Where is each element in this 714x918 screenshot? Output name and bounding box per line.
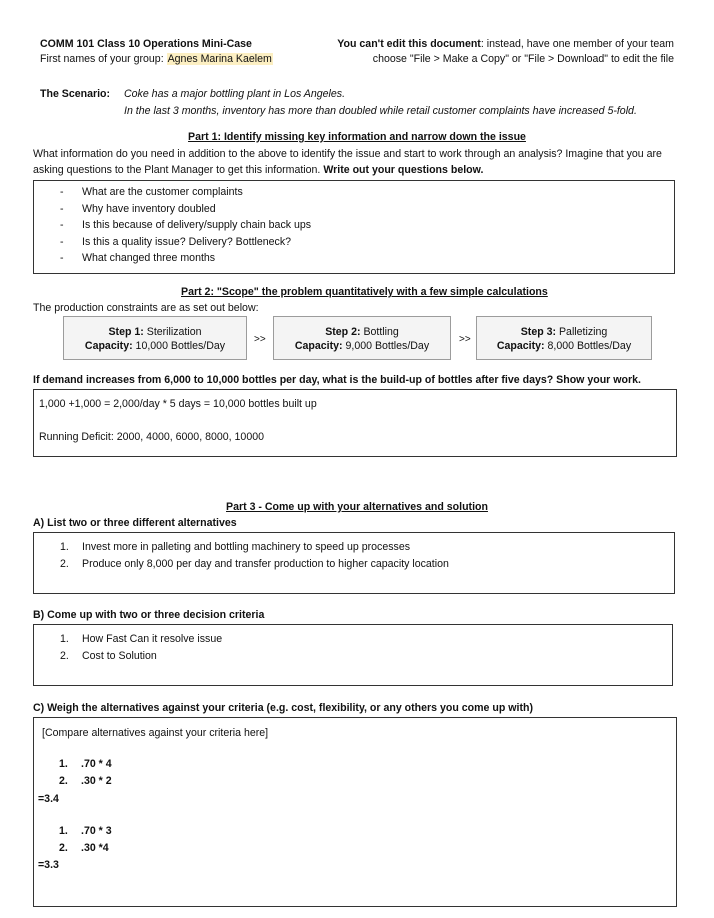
step-2-label: Step 2: (325, 326, 361, 338)
step-2-box (273, 316, 451, 360)
item-text: Produce only 8,000 per day and transfer production to higher capacity location (82, 557, 449, 570)
calc-2-row-1 (33, 825, 233, 841)
step-3-label: Step 3: (520, 326, 557, 338)
calc-text: .70 * 3 (81, 825, 112, 837)
list-item (34, 541, 674, 558)
edit-notice-rest: : instead, have one member of your team (480, 38, 674, 50)
edit-notice-line2: choose "File > Make a Copy" or "File > Download" to edit the file (372, 53, 674, 65)
calc-text: .70 * 4 (81, 758, 112, 770)
part1-answer-list (34, 186, 674, 269)
part1-prompt-text: asking questions to the Plant Manager to get this information. (33, 164, 324, 176)
list-item (34, 558, 674, 575)
arrow-1: >> (254, 334, 266, 345)
group-line (40, 53, 273, 66)
item-text: Invest more in palleting and bottling machinery to speed up processes (82, 541, 411, 553)
calc-text: .30 * 2 (81, 775, 112, 787)
list-item: - Is this a quality issue? Delivery? Bottleneck? (34, 236, 674, 253)
calc-number: 1. (59, 825, 68, 837)
work-line-1: 1,000 +1,000 = 2,000/day * 5 days = 10,000 bottles built up (39, 398, 317, 410)
work-line-2: Running Deficit: 2000, 4000, 6000, 8000, 10000 (39, 431, 264, 443)
scenario-line2: In the last 3 months, inventory has more than doubled while retail customer complaints have increased 5-fold. (124, 105, 637, 117)
calc-text: .30 *4 (81, 842, 109, 854)
list-item: - What are the customer complaints (34, 186, 674, 203)
arrow-2: >> (459, 334, 471, 345)
step-1-name: Sterilization (143, 326, 202, 338)
part2-question: If demand increases from 6,000 to 10,000 bottles per day, what is the build-up of bottles after five days? Show your work. (33, 374, 641, 386)
calc-number: 2. (59, 842, 68, 854)
edit-notice-bold: You can't edit this document (337, 38, 481, 50)
item-text: How Fast Can it resolve issue (82, 633, 223, 645)
step-2-capacity: 9,000 Bottles/Day (342, 339, 430, 352)
list-item (34, 650, 672, 667)
step-1-capacity: 10,000 Bottles/Day (132, 339, 226, 352)
item-text: Cost to Solution (82, 649, 157, 662)
list-item: - What changed three months (34, 252, 674, 269)
step-1-capacity-label: Capacity: (84, 339, 133, 352)
part3-b-heading: B) Come up with two or three decision criteria (33, 609, 265, 621)
list-item (34, 633, 672, 650)
step-3-name: Palletizing (556, 326, 608, 338)
scenario-label: The Scenario: (40, 88, 111, 100)
calc-number: 2. (59, 775, 68, 787)
course-title: COMM 101 Class 10 Operations Mini-Case (40, 38, 252, 50)
alternatives-box[interactable] (33, 532, 675, 594)
step-2-name: Bottling (360, 326, 399, 338)
part3-c-heading: C) Weigh the alternatives against your criteria (e.g. cost, flexibility, or any others you come up with) (33, 702, 533, 714)
weighing-box[interactable] (33, 717, 677, 907)
scenario-line1: Coke has a major bottling plant in Los Angeles. (124, 88, 346, 100)
part1-prompt-line1: What information do you need in addition to the above to identify the issue and start to work through an analysis? Imagine that you are (33, 148, 662, 160)
part1-answer-box[interactable] (33, 180, 675, 274)
calc-1-row-1 (33, 758, 233, 774)
item-number: 1. (60, 541, 69, 553)
part3-heading: Part 3 - Come up with your alternatives and solution (226, 501, 488, 513)
group-names: Agnes Marina Kaelem (167, 53, 272, 65)
step-1-box (63, 316, 247, 360)
weighing-placeholder: [Compare alternatives against your criteria here] (42, 727, 269, 739)
part2-heading: Part 2: "Scope" the problem quantitatively with a few simple calculations (181, 286, 548, 298)
item-number: 2. (60, 557, 69, 570)
step-1-label: Step 1: (108, 326, 144, 338)
part1-heading: Part 1: Identify missing key information and narrow down the issue (188, 131, 526, 143)
part2-answer-box[interactable] (33, 389, 677, 457)
list-item: - Why have inventory doubled (34, 203, 674, 220)
criteria-list (34, 633, 672, 666)
alternatives-list (34, 541, 674, 574)
calc-number: 1. (59, 758, 68, 770)
group-label: First names of your group: (40, 53, 167, 65)
edit-notice (337, 38, 674, 51)
part1-prompt-line2 (33, 164, 483, 177)
step-3-capacity: 8,000 Bottles/Day (544, 339, 632, 352)
list-item: - Is this because of delivery/supply chain back ups (34, 219, 674, 236)
part1-prompt-bold: Write out your questions below. (323, 164, 484, 176)
calc-2-row-2 (33, 842, 233, 858)
part2-intro: The production constraints are as set out below: (33, 302, 259, 314)
criteria-box[interactable] (33, 624, 673, 686)
calc-1-row-2 (33, 775, 233, 791)
step-3-capacity-label: Capacity: (496, 339, 545, 352)
item-number: 2. (60, 649, 69, 662)
calc-2-result: =3.3 (38, 859, 59, 871)
item-number: 1. (60, 633, 69, 645)
step-3-box (476, 316, 652, 360)
step-2-capacity-label: Capacity: (294, 339, 343, 352)
calc-1-result: =3.4 (38, 793, 59, 805)
part3-a-heading: A) List two or three different alternatives (33, 517, 237, 529)
